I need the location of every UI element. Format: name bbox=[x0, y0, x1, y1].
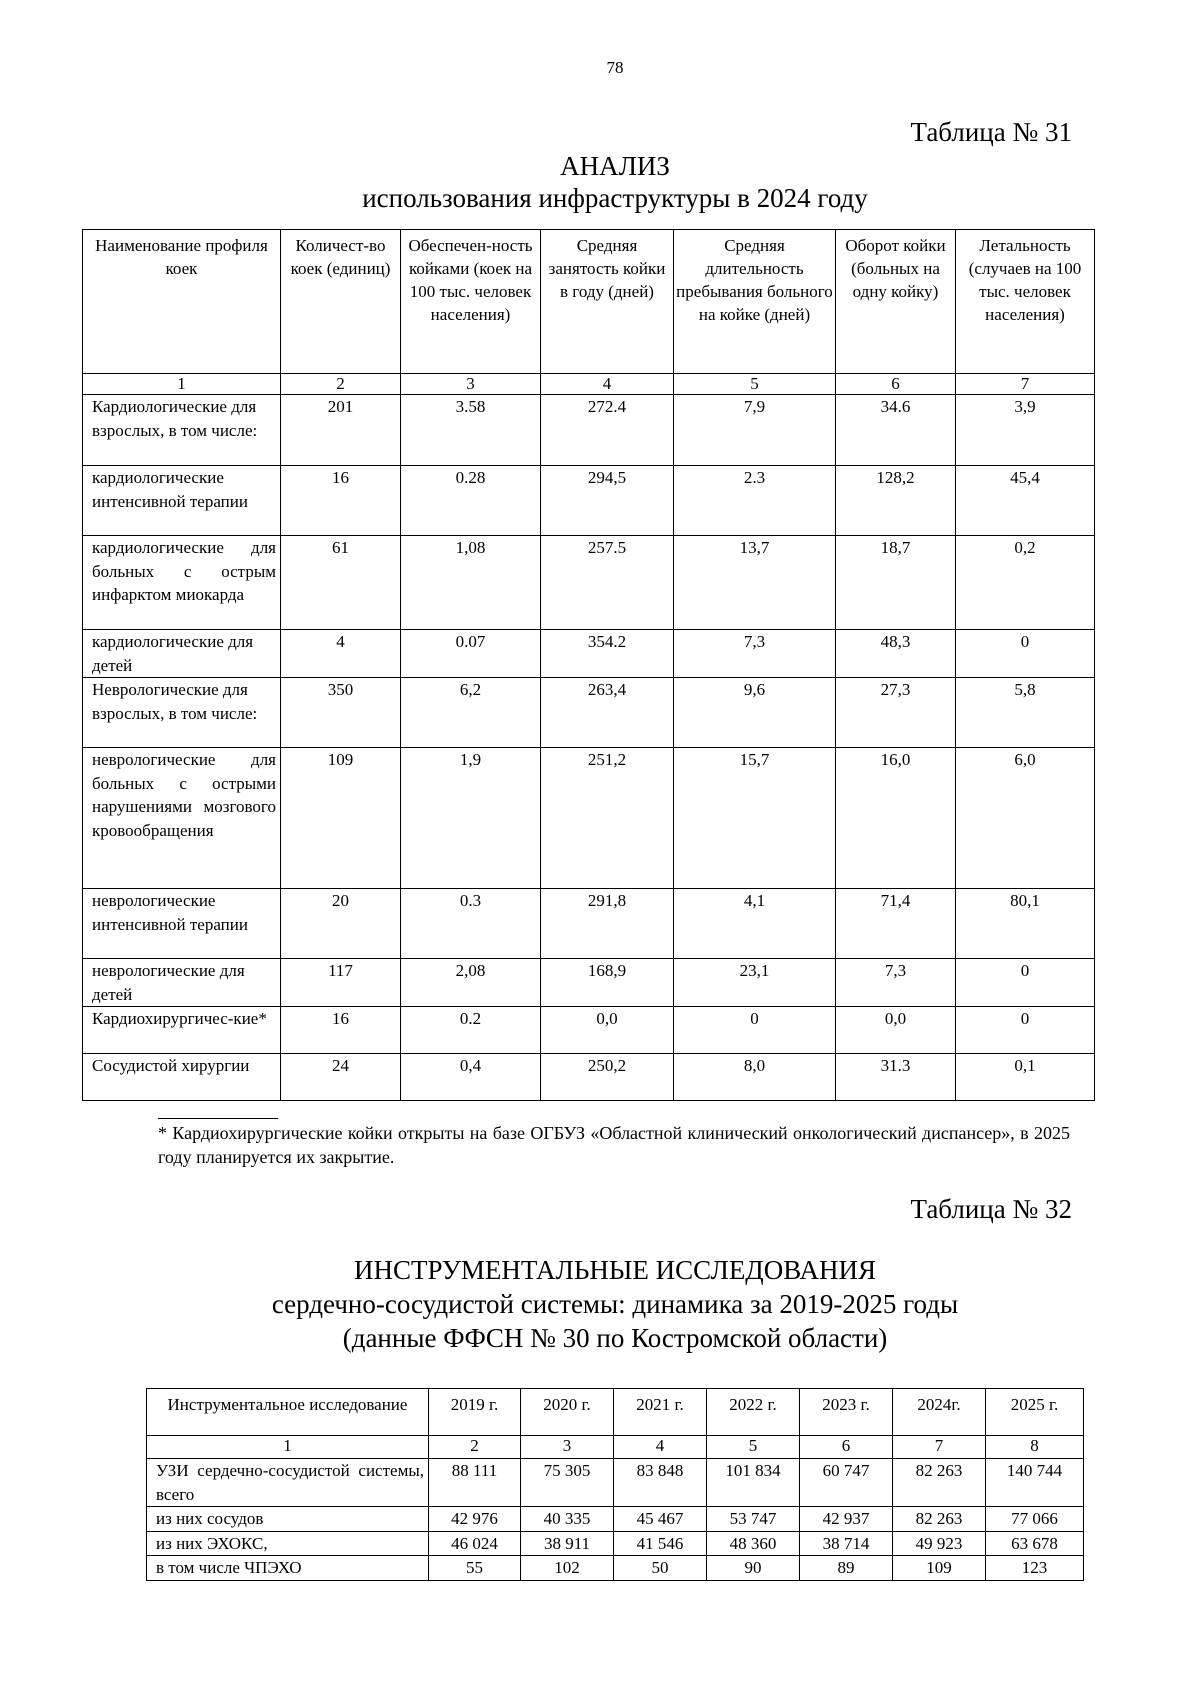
column-header: Летальность (случаев на 100 тыс. человек населения) bbox=[956, 230, 1095, 374]
table-cell: 291,8 bbox=[541, 889, 674, 959]
column-header: Инструментальное исследование bbox=[147, 1389, 429, 1436]
table-cell: 40 335 bbox=[521, 1507, 614, 1532]
table-cell: 7,9 bbox=[674, 395, 836, 466]
table-cell: 1,08 bbox=[401, 536, 541, 630]
table-cell: 128,2 bbox=[836, 466, 956, 536]
column-header: Обеспечен-ность койками (коек на 100 тыс. человек населения) bbox=[401, 230, 541, 374]
table-cell: 0 bbox=[674, 1007, 836, 1054]
table-cell: 272.4 bbox=[541, 395, 674, 466]
table-cell: 55 bbox=[429, 1556, 521, 1581]
table-cell: 251,2 bbox=[541, 748, 674, 889]
column-number: 7 bbox=[956, 374, 1095, 395]
table-cell: 6,0 bbox=[956, 748, 1095, 889]
column-header: Количест-во коек (единиц) bbox=[281, 230, 401, 374]
table-cell: 294,5 bbox=[541, 466, 674, 536]
table-32 bbox=[146, 1388, 1084, 1581]
table-cell: 9,6 bbox=[674, 678, 836, 748]
table-cell: 38 911 bbox=[521, 1531, 614, 1556]
table-row bbox=[147, 1556, 1084, 1581]
table-cell: 80,1 bbox=[956, 889, 1095, 959]
column-number: 8 bbox=[986, 1436, 1084, 1459]
footnote-divider bbox=[158, 1118, 278, 1119]
table-cell: 257.5 bbox=[541, 536, 674, 630]
table-cell: 82 263 bbox=[893, 1507, 986, 1532]
column-number: 6 bbox=[800, 1436, 893, 1459]
footnote: * Кардиохирургические койки открыты на базе ОГБУЗ «Областной клинический онкологический диспансер», в 2025 году планируется их закрытие. bbox=[158, 1123, 1070, 1167]
table-cell: 4,1 bbox=[674, 889, 836, 959]
table-row bbox=[147, 1507, 1084, 1532]
table-cell: 123 bbox=[986, 1556, 1084, 1581]
table-row bbox=[147, 1459, 1084, 1507]
row-label: Кардиохирургичес-кие* bbox=[83, 1007, 281, 1054]
table-cell: 0.28 bbox=[401, 466, 541, 536]
page-number: 78 bbox=[606, 58, 624, 77]
table-cell: 354.2 bbox=[541, 630, 674, 678]
table-32-source-note: (данные ФФСН № 30 по Костромской области) bbox=[342, 1323, 888, 1353]
table-cell: 24 bbox=[281, 1054, 401, 1101]
table-cell: 263,4 bbox=[541, 678, 674, 748]
table-cell: 88 111 bbox=[429, 1459, 521, 1507]
table-row bbox=[83, 889, 1095, 959]
table-cell: 0,1 bbox=[956, 1054, 1095, 1101]
table-cell: 71,4 bbox=[836, 889, 956, 959]
table-cell: 168,9 bbox=[541, 959, 674, 1007]
row-label: Сосудистой хирургии bbox=[83, 1054, 281, 1101]
column-number: 5 bbox=[707, 1436, 800, 1459]
table-cell: 61 bbox=[281, 536, 401, 630]
table-cell: 16 bbox=[281, 1007, 401, 1054]
table-cell: 250,2 bbox=[541, 1054, 674, 1101]
table-cell: 63 678 bbox=[986, 1531, 1084, 1556]
table-cell: 0.3 bbox=[401, 889, 541, 959]
table-cell: 53 747 bbox=[707, 1507, 800, 1532]
table-row bbox=[83, 959, 1095, 1007]
row-label: из них ЭХОКС, bbox=[147, 1531, 429, 1556]
column-header: 2024г. bbox=[893, 1389, 986, 1436]
table-cell: 82 263 bbox=[893, 1459, 986, 1507]
table-cell: 1,9 bbox=[401, 748, 541, 889]
column-number: 3 bbox=[521, 1436, 614, 1459]
table-cell: 201 bbox=[281, 395, 401, 466]
table-cell: 2,08 bbox=[401, 959, 541, 1007]
column-header: 2023 г. bbox=[800, 1389, 893, 1436]
table-cell: 7,3 bbox=[674, 630, 836, 678]
column-number-row bbox=[147, 1436, 1084, 1459]
table-cell: 38 714 bbox=[800, 1531, 893, 1556]
table-cell: 50 bbox=[614, 1556, 707, 1581]
table-cell: 41 546 bbox=[614, 1531, 707, 1556]
column-header: Оборот койки (больных на одну койку) bbox=[836, 230, 956, 374]
table-32-label: Таблица № 32 bbox=[910, 1194, 1072, 1224]
table-cell: 83 848 bbox=[614, 1459, 707, 1507]
table-cell: 3.58 bbox=[401, 395, 541, 466]
row-label: Кардиологические для взрослых, в том числе: bbox=[83, 395, 281, 466]
table-cell: 102 bbox=[521, 1556, 614, 1581]
column-number: 7 bbox=[893, 1436, 986, 1459]
row-label: неврологические для детей bbox=[83, 959, 281, 1007]
table-cell: 77 066 bbox=[986, 1507, 1084, 1532]
table-cell: 0 bbox=[956, 1007, 1095, 1054]
column-number: 2 bbox=[429, 1436, 521, 1459]
column-header: 2025 г. bbox=[986, 1389, 1084, 1436]
table-cell: 49 923 bbox=[893, 1531, 986, 1556]
column-number-row bbox=[83, 374, 1095, 395]
table-cell: 0.2 bbox=[401, 1007, 541, 1054]
table-cell: 0,0 bbox=[836, 1007, 956, 1054]
table-cell: 350 bbox=[281, 678, 401, 748]
table-31-subtitle: использования инфраструктуры в 2024 году bbox=[362, 183, 868, 213]
table-cell: 0 bbox=[956, 630, 1095, 678]
column-number: 4 bbox=[541, 374, 674, 395]
table-cell: 20 bbox=[281, 889, 401, 959]
table-row bbox=[83, 748, 1095, 889]
row-label: кардиологические для детей bbox=[83, 630, 281, 678]
table-row bbox=[83, 1007, 1095, 1054]
table-cell: 75 305 bbox=[521, 1459, 614, 1507]
column-header: Средняя занятость койки в году (дней) bbox=[541, 230, 674, 374]
table-cell: 0.07 bbox=[401, 630, 541, 678]
table-cell: 0 bbox=[956, 959, 1095, 1007]
table-cell: 90 bbox=[707, 1556, 800, 1581]
table-cell: 42 976 bbox=[429, 1507, 521, 1532]
row-label: неврологические для больных с острыми нарушениями мозгового кровообращения bbox=[83, 748, 281, 889]
table-row bbox=[147, 1531, 1084, 1556]
table-cell: 60 747 bbox=[800, 1459, 893, 1507]
table-32-title: ИНСТРУМЕНТАЛЬНЫЕ ИССЛЕДОВАНИЯ bbox=[353, 1255, 877, 1285]
table-cell: 7,3 bbox=[836, 959, 956, 1007]
table-cell: 13,7 bbox=[674, 536, 836, 630]
table-cell: 101 834 bbox=[707, 1459, 800, 1507]
column-number: 4 bbox=[614, 1436, 707, 1459]
table-row bbox=[83, 536, 1095, 630]
table-cell: 45 467 bbox=[614, 1507, 707, 1532]
table-row bbox=[83, 466, 1095, 536]
table-31-label: Таблица № 31 bbox=[910, 117, 1072, 147]
column-number: 6 bbox=[836, 374, 956, 395]
column-header: 2021 г. bbox=[614, 1389, 707, 1436]
row-label: из них сосудов bbox=[147, 1507, 429, 1532]
column-header: Наименование профиля коек bbox=[83, 230, 281, 374]
column-header: 2022 г. bbox=[707, 1389, 800, 1436]
table-31 bbox=[82, 229, 1095, 1101]
table-cell: 3,9 bbox=[956, 395, 1095, 466]
table-cell: 140 744 bbox=[986, 1459, 1084, 1507]
table-header-row bbox=[147, 1389, 1084, 1436]
table-cell: 89 bbox=[800, 1556, 893, 1581]
table-32-subtitle: сердечно-сосудистой системы: динамика за 2019-2025 годы bbox=[271, 1289, 959, 1319]
row-label: кардиологические для больных с острым инфарктом миокарда bbox=[83, 536, 281, 630]
table-cell: 4 bbox=[281, 630, 401, 678]
table-header-row bbox=[83, 230, 1095, 374]
table-row bbox=[83, 630, 1095, 678]
row-label: Неврологические для взрослых, в том числе: bbox=[83, 678, 281, 748]
table-cell: 42 937 bbox=[800, 1507, 893, 1532]
table-cell: 109 bbox=[281, 748, 401, 889]
column-number: 1 bbox=[83, 374, 281, 395]
table-cell: 0,4 bbox=[401, 1054, 541, 1101]
table-row bbox=[83, 395, 1095, 466]
column-number: 1 bbox=[147, 1436, 429, 1459]
row-label: кардиологические интенсивной терапии bbox=[83, 466, 281, 536]
table-cell: 16 bbox=[281, 466, 401, 536]
table-cell: 8,0 bbox=[674, 1054, 836, 1101]
table-cell: 48 360 bbox=[707, 1531, 800, 1556]
table-cell: 0,2 bbox=[956, 536, 1095, 630]
row-label: УЗИ сердечно-сосудистой системы, всего bbox=[147, 1459, 429, 1507]
table-cell: 34.6 bbox=[836, 395, 956, 466]
table-cell: 5,8 bbox=[956, 678, 1095, 748]
row-label: в том числе ЧПЭХО bbox=[147, 1556, 429, 1581]
table-cell: 23,1 bbox=[674, 959, 836, 1007]
table-row bbox=[83, 678, 1095, 748]
column-number: 5 bbox=[674, 374, 836, 395]
column-number: 3 bbox=[401, 374, 541, 395]
table-cell: 27,3 bbox=[836, 678, 956, 748]
column-header: 2019 г. bbox=[429, 1389, 521, 1436]
table-cell: 46 024 bbox=[429, 1531, 521, 1556]
table-cell: 18,7 bbox=[836, 536, 956, 630]
row-label: неврологические интенсивной терапии bbox=[83, 889, 281, 959]
table-cell: 0,0 bbox=[541, 1007, 674, 1054]
table-cell: 6,2 bbox=[401, 678, 541, 748]
table-cell: 117 bbox=[281, 959, 401, 1007]
column-header: Средняя длительность пребывания больного на койке (дней) bbox=[674, 230, 836, 374]
table-row bbox=[83, 1054, 1095, 1101]
column-number: 2 bbox=[281, 374, 401, 395]
table-cell: 15,7 bbox=[674, 748, 836, 889]
table-cell: 2.3 bbox=[674, 466, 836, 536]
table-cell: 109 bbox=[893, 1556, 986, 1581]
table-cell: 45,4 bbox=[956, 466, 1095, 536]
table-cell: 31.3 bbox=[836, 1054, 956, 1101]
column-header: 2020 г. bbox=[521, 1389, 614, 1436]
table-cell: 16,0 bbox=[836, 748, 956, 889]
table-cell: 48,3 bbox=[836, 630, 956, 678]
table-31-title: АНАЛИЗ bbox=[560, 151, 670, 181]
